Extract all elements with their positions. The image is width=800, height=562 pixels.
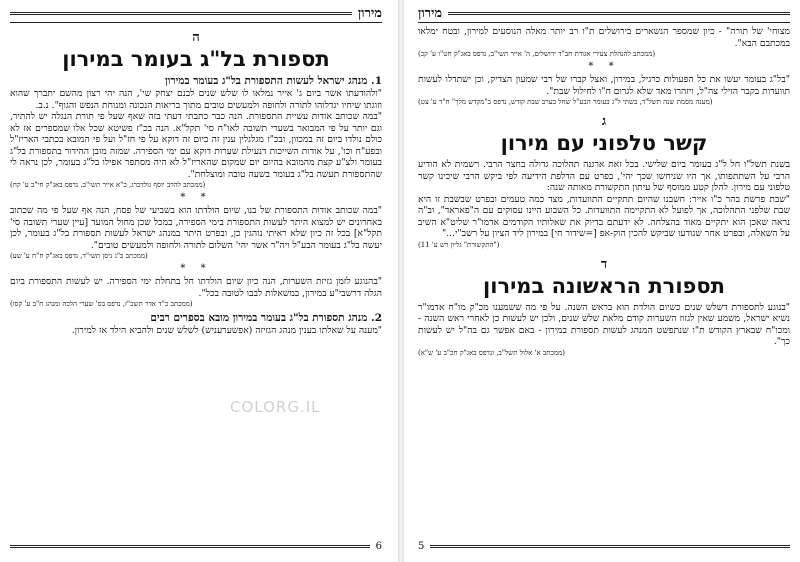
separator-stars: * * [588, 61, 620, 72]
page-header [418, 6, 790, 20]
source-citation: (ממכתב להנהלת צעירי אגודת חב"ד ירושלים, ה' אייר תשי"ב, נדפס באג"ק חט"ו ע' קכ) [418, 50, 656, 58]
paragraph: "מענה על שאלתו בענין מנהג הגזיזה (אפשערעניש) לשלש שנים ולהביא הילד אז למירון. [71, 325, 382, 336]
paragraph: "בל"ג בעומר יעשו את כל הפעולות כרגיל, במירון, ואצל קברו של רבי שמעון הצדיק, וכן ישתדלו לעשות תוועדות בקבר הזילי צה"ל, ויזהרו מאד שלא לגרום ח"ו לחילול שבת". [418, 74, 790, 97]
paragraph: "בהנוגע לזמן גזיזת השערות, הנה כיון שיום הולדתו חל בתחלת ימי הספירה. יש לעשות התספורת ביום הגלה דרשבי"ע במירון, במשאלות לבבו לטובה בכל". [10, 276, 382, 299]
source-citation: (מענה מסמת שנה תשל"ד, בשתי ל"ג בעומר הבע"ל שחל בערב שבת קודש, נדפס ב"מקדש מלך" ח"ד ע' צט) [418, 98, 713, 106]
footer-rule [430, 545, 790, 548]
paragraph: "במה שכותב אודות התספורת של בנו, שיום הולדתו הוא בשביעי של פסח, הנה אף שעל פי מה שכתוב באחרונים יש למצוא היתר לעשות התספורת בימי הספירה, במכל שכן מחול המועד [עיין שערי תשובה סי' תקל"א] בכל זה כיון שלא ראיתי נוהגין כן, ובפרט היתר במנהג ישראל לעשות תספורת בל"ג בעומר, לכן יעשה בל"ג בעומר הבע"ל ויה"ר אשר יהי' השלום לתורה ולחופה ולמעשים טובים". [10, 205, 382, 251]
page-footer [10, 541, 382, 552]
page-header [10, 6, 382, 20]
page-number: 6 [375, 541, 382, 552]
watermark: COLORG.IL [230, 398, 321, 416]
separator-stars: * * [180, 263, 212, 274]
paragraph: מצוחי' של תורה" - כיון שמספר הנשארים בירושלים ת"ו רב יותר מאלה הנוסעים למירון, ובטח ימלאו במכתבם הבא". [418, 26, 790, 49]
page-footer [418, 541, 790, 552]
paragraph: "במה שכותב אודות עשיית התספורת. הנה כבר כתבתי דעתי בזה שאף שעל פי תורת הנגלה יש להתיר, וגם יותר על פי המבואר בשערי תשובה לאו"ח סי' תקל"א. הנה בכ"ז פשיטא שכל אלו שמספרים אז לא כולם נולדו ביום זה במכוון, ובכ"ז מגלגלין ענין זה ביום זה דוקא על פי חז"ל ועל פי המובא בכתבי האריז"ל ובפע"ח וכו', על אודות השייכות דנעילת שערות דוקא עם ימי הספירה. שמזה מובן ההידור בתספורת בל"ג בעומר ולצ"ע קצת מהמובא בהיום יום שמקום שהאריז"ל לא היה מסתפר אפילו בל"ג בעומר, לכן נראה לי שהתספורת תעשה בל"ג בעומר בשעה טובה ומוצלחת". [10, 111, 382, 180]
header-rule [10, 12, 352, 15]
footer-rule [10, 545, 370, 548]
running-head: מירון [357, 6, 382, 21]
right-page [418, 6, 790, 554]
source-citation: ("התקשורת" גליון רש ע' 11) [418, 240, 500, 249]
chapter-title: קשר טלפוני עם מירון [500, 131, 708, 155]
header-rule [448, 12, 790, 15]
separator-stars: * * [180, 192, 212, 203]
paragraph: "בנוגע לתספורת דשלש שנים כשיום הולדת הוא בראש השנה. על פי מה ששמענו מכ"ק מו"ח אדמו"ר נשיא ישראל, משמע שאין לגזוז השערות קודם מלאת שלש שנים, ולכן יש לעשות כן לאחרי ראש השנה - ומכו"ח שבארץ הקודש ת"ו שנתפשט המנהג לעשות תספורת במירון - באם אפשר גם בה"ל יש לעשות כך". [418, 301, 790, 347]
chapter-letter: ד [600, 256, 608, 272]
section-heading: 1. מנהג ישראל לעשות התספורת בל"ג בעומר במירון [165, 75, 382, 87]
chapter-title: תספורת בל"ג בעומר במירון [62, 47, 330, 71]
source-citation: (ממכתב א' אלול תשל"ב, ונדפס באג"ק חכ"ב ע' ש"א) [418, 348, 565, 357]
source-citation: (ממכתב להרב יוסף גולדברג, כ"א אייר תשי"ב. נדפס באג"ק חי"ב ע' קח) [10, 181, 206, 189]
chapter-letter: ה [192, 30, 200, 45]
page-number: 5 [418, 541, 425, 552]
paragraph: בשנת תשל"ו חל ל"ג בעומר ביום שלישי. בכל זאת ארגנה תהלוכה גדולה בחצר הרבי. רשמית לא הודיע הרבי על השתתפותו, אך היו שניחשו שכך יהי', בפרט עם הדלפת הידיעה לפי ביקש הרבי שיכינו קשר טלפוני עם מירון. להלן קטע ממוסף של עיתון התקשורת מאותה שנה: [418, 159, 790, 193]
running-head: מירון [418, 6, 443, 21]
chapter-title: תספורת הראשונה במירון [483, 273, 725, 298]
chapter-letter: ג [601, 114, 607, 129]
section-heading: 2. מנהג תספורת בל"ג בעומר במירון מובא בספרים רבים [150, 312, 382, 324]
book-spine [398, 0, 404, 562]
header-underline [10, 22, 382, 23]
header-underline [418, 22, 790, 23]
source-citation: (ממכתב כ"ג ניסן תשי"ד, נדפס באג"ק ח"ח ע' שע) [10, 252, 148, 260]
paragraph: "שבת פרשת בהר כ"ו אייר: חשבנו שהיום תתקיים התוועדות, מצד כמה טעמים ובפרט שבשבת זו היא שבת שלפני התהלוכה, אך לפועל לא התקיימה התוועדות. כל השבוע היינו עסוקים עם ה"פאראד", וב"ה נראה שאכן הוא יתקיים מאוד בהצלחה. לא ידעתם בדיוק את שאלותיו הקודמים אדמו"ר שליט"א השיב על השאלה, ובפרט אחר שנודעו שביקש להכין הוק-אפ [=שידור חי] במירון ליד הציון על רשב"י..." [418, 193, 790, 239]
paragraph: "ולהודעתו אשר ביום ג' אייר נמלאו לו שלש שנים לבנם יצחק שי', הנה יהי רצון מהשם יתברך שהוא וזוגתו שיחיו יגדלוהו לתורה ולחופה ולמעשים טובים מתוך בריאות הנכונה ומנוחת הנפש והגוף". נ.ב. [10, 88, 382, 111]
left-page [10, 6, 382, 554]
source-citation: (ממכתב כ"ד אדר תשכ"ז, נדפס בס' שערי הלכה ומנהג ח"ב ע' קסו) [10, 300, 193, 308]
